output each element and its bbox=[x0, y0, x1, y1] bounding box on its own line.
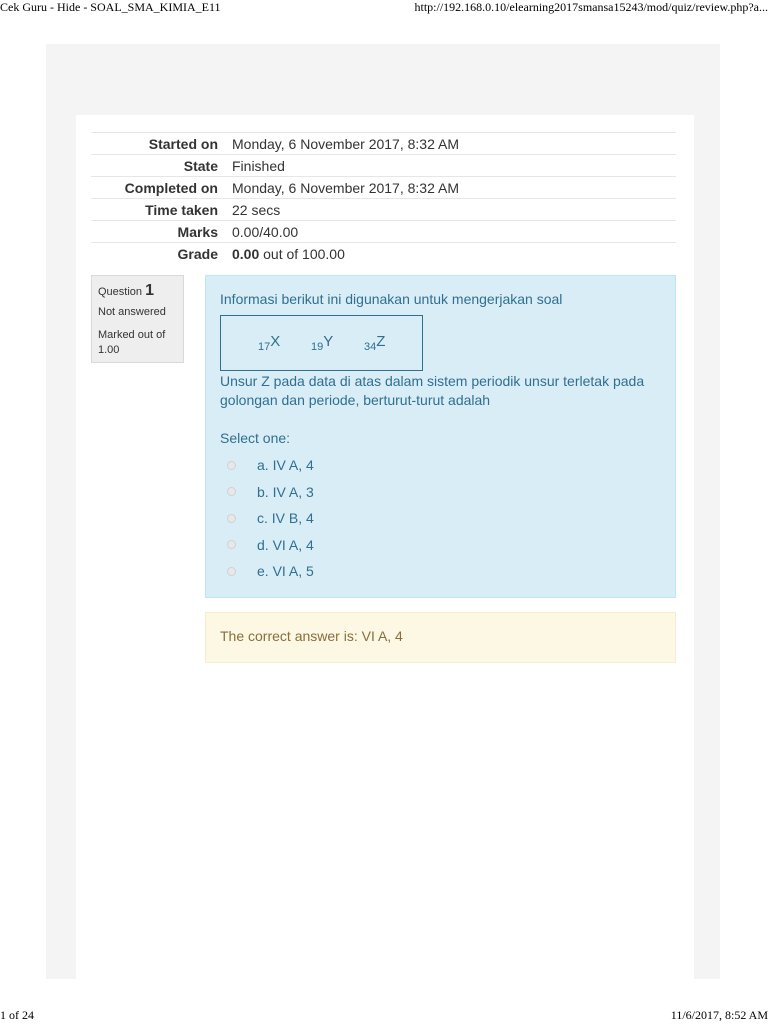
radio-button-b[interactable] bbox=[227, 487, 236, 496]
attempt-summary-table bbox=[91, 132, 676, 264]
answer-label-c: c. IV B, 4 bbox=[257, 510, 314, 527]
print-page-count: 1 of 24 bbox=[0, 1008, 34, 1022]
answer-label-a: a. IV A, 4 bbox=[257, 457, 314, 474]
question-status: Not answered bbox=[98, 306, 166, 318]
answer-label-b: b. IV A, 3 bbox=[257, 483, 314, 500]
element-z-atomic-number: 34 bbox=[364, 341, 377, 353]
question-label: Question bbox=[98, 286, 146, 298]
answer-label-e: e. VI A, 5 bbox=[257, 563, 314, 580]
radio-button-e[interactable] bbox=[227, 567, 236, 576]
element-z-symbol: Z bbox=[376, 333, 386, 350]
element-y bbox=[311, 333, 333, 353]
answer-option-d[interactable] bbox=[226, 532, 314, 559]
element-x-atomic-number: 17 bbox=[258, 341, 271, 353]
marks-label: Marks bbox=[177, 223, 218, 240]
answer-options bbox=[226, 452, 314, 585]
print-datetime: 11/6/2017, 8:52 AM bbox=[670, 1008, 768, 1022]
time-taken-label: Time taken bbox=[145, 201, 218, 218]
element-y-atomic-number: 19 bbox=[311, 341, 324, 353]
print-header bbox=[0, 0, 768, 16]
started-on-label: Started on bbox=[148, 135, 218, 152]
question-text: Unsur Z pada data di atas dalam sistem periodik unsur terletak pada golongan dan periode, berturut-turut adalah bbox=[220, 373, 645, 408]
element-y-symbol: Y bbox=[323, 333, 334, 350]
answer-option-b[interactable] bbox=[226, 479, 314, 506]
grade-label: Grade bbox=[177, 245, 218, 262]
completed-on-value: Monday, 6 November 2017, 8:32 AM bbox=[232, 179, 459, 196]
print-page-url: http://192.168.0.10/elearning2017smansa15243/mod/quiz/review.php?a... bbox=[414, 0, 768, 14]
element-z bbox=[364, 333, 385, 353]
summary-row-grade bbox=[91, 243, 676, 265]
summary-row-started-on bbox=[91, 133, 676, 155]
question-info-panel bbox=[91, 275, 184, 363]
grade-value bbox=[232, 243, 676, 265]
radio-button-a[interactable] bbox=[227, 461, 236, 470]
print-footer bbox=[0, 1008, 768, 1024]
question-number-value: 1 bbox=[145, 282, 154, 299]
question-number bbox=[98, 282, 177, 300]
element-x bbox=[258, 333, 280, 353]
grade-out-of: out of 100.00 bbox=[259, 245, 345, 262]
grade-score: 0.00 bbox=[232, 245, 260, 262]
element-x-symbol: X bbox=[270, 333, 281, 350]
radio-button-c[interactable] bbox=[227, 514, 236, 523]
question-intro-text: Informasi berikut ini digunakan untuk mengerjakan soal bbox=[220, 291, 563, 307]
state-label: State bbox=[183, 157, 218, 174]
started-on-value: Monday, 6 November 2017, 8:32 AM bbox=[232, 135, 459, 152]
summary-row-state bbox=[91, 155, 676, 177]
print-page-title: Cek Guru - Hide - SOAL_SMA_KIMIA_E11 bbox=[0, 0, 221, 14]
answer-option-e[interactable] bbox=[226, 558, 314, 585]
answer-label-d: d. VI A, 4 bbox=[257, 536, 314, 553]
answer-option-a[interactable] bbox=[226, 452, 314, 479]
summary-row-completed-on bbox=[91, 177, 676, 199]
select-one-prompt: Select one: bbox=[220, 430, 291, 446]
question-grade-max: Marked out of 1.00 bbox=[98, 329, 166, 356]
answer-option-c[interactable] bbox=[226, 505, 314, 532]
correct-answer-text: The correct answer is: VI A, 4 bbox=[220, 628, 403, 644]
time-taken-value: 22 secs bbox=[232, 201, 281, 218]
element-data-box bbox=[220, 315, 423, 371]
feedback-panel bbox=[205, 612, 676, 663]
radio-button-d[interactable] bbox=[227, 540, 236, 549]
completed-on-label: Completed on bbox=[124, 179, 218, 196]
summary-row-time-taken bbox=[91, 199, 676, 221]
marks-value: 0.00/40.00 bbox=[232, 223, 299, 240]
state-value: Finished bbox=[232, 157, 285, 174]
question-formulation bbox=[205, 275, 676, 598]
summary-row-marks bbox=[91, 221, 676, 243]
